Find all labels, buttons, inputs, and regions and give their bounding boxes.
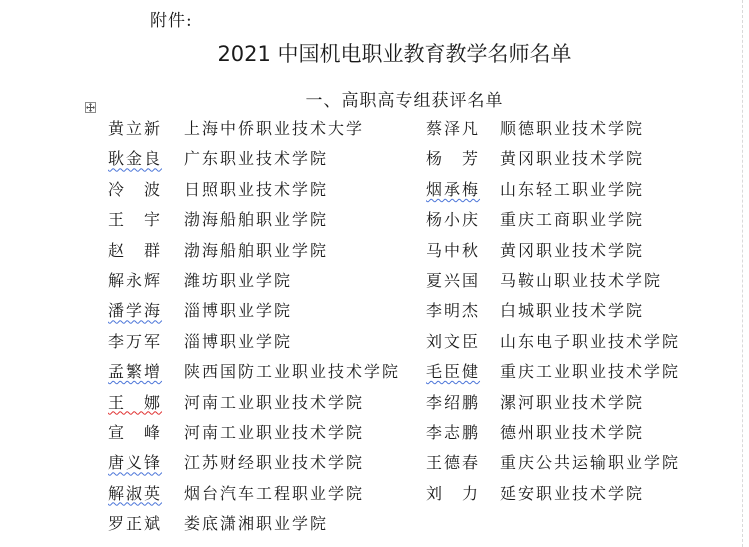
table-row bbox=[108, 450, 708, 480]
winner-name: 李明杰 bbox=[426, 301, 481, 321]
table-row bbox=[108, 268, 708, 298]
winner-name: 唐义锋 bbox=[108, 453, 163, 473]
institution-name: 山东轻工职业学院 bbox=[500, 179, 645, 199]
table-row bbox=[108, 481, 708, 511]
institution-name: 山东电子职业技术学院 bbox=[500, 331, 681, 351]
winner-name: 王 娜 bbox=[108, 392, 163, 412]
attachment-label: 附件: bbox=[150, 11, 193, 31]
institution-name: 马鞍山职业技术学院 bbox=[500, 270, 663, 290]
institution-name: 淄博职业学院 bbox=[184, 301, 293, 321]
winner-name: 耿金良 bbox=[108, 149, 163, 169]
table-row bbox=[108, 238, 708, 268]
winner-name: 王 宇 bbox=[108, 210, 163, 230]
winner-name: 罗正斌 bbox=[108, 514, 163, 534]
institution-name: 广东职业技术学院 bbox=[184, 149, 329, 169]
page-edge-marker bbox=[741, 0, 743, 547]
section-heading: 一、高职高专组获评名单 bbox=[305, 91, 504, 111]
institution-name: 重庆工商职业学院 bbox=[500, 210, 645, 230]
institution-name: 渤海船舶职业学院 bbox=[184, 240, 329, 260]
institution-name: 河南工业职业技术学院 bbox=[184, 392, 365, 412]
winner-name: 宣 峰 bbox=[108, 422, 163, 442]
table-row bbox=[108, 390, 708, 420]
winner-name: 王德春 bbox=[426, 453, 481, 473]
institution-name: 黄冈职业技术学院 bbox=[500, 149, 645, 169]
institution-name: 日照职业技术学院 bbox=[184, 179, 329, 199]
institution-name: 江苏财经职业技术学院 bbox=[184, 453, 365, 473]
winner-name: 李万军 bbox=[108, 331, 163, 351]
winner-name: 李绍鹏 bbox=[426, 392, 481, 412]
move-cross-icon bbox=[86, 103, 95, 112]
winner-name: 烟承梅 bbox=[426, 179, 481, 199]
table-row bbox=[108, 511, 708, 541]
institution-name: 黄冈职业技术学院 bbox=[500, 240, 645, 260]
institution-name: 潍坊职业学院 bbox=[184, 270, 293, 290]
institution-name: 德州职业技术学院 bbox=[500, 422, 645, 442]
winner-name: 孟繁增 bbox=[108, 362, 163, 382]
table-row bbox=[108, 359, 708, 389]
winner-name: 解永辉 bbox=[108, 270, 163, 290]
institution-name: 娄底潇湘职业学院 bbox=[184, 514, 329, 534]
table-row bbox=[108, 177, 708, 207]
winner-name: 冷 波 bbox=[108, 179, 163, 199]
winner-name: 蔡泽凡 bbox=[426, 119, 481, 138]
table-row bbox=[108, 298, 708, 328]
winner-name: 刘文臣 bbox=[426, 331, 481, 351]
institution-name: 顺德职业技术学院 bbox=[500, 119, 645, 138]
institution-name: 渤海船舶职业学院 bbox=[184, 210, 329, 230]
institution-name: 重庆公共运输职业学院 bbox=[500, 453, 681, 473]
winners-table bbox=[108, 116, 708, 541]
table-row bbox=[108, 207, 708, 237]
winner-name: 杨 芳 bbox=[426, 149, 481, 169]
institution-name: 上海中侨职业技术大学 bbox=[184, 119, 365, 138]
winner-name: 解淑英 bbox=[108, 483, 163, 503]
winner-name: 李志鹏 bbox=[426, 422, 481, 442]
table-row bbox=[108, 146, 708, 176]
table-move-handle[interactable] bbox=[85, 102, 96, 113]
institution-name: 河南工业职业技术学院 bbox=[184, 422, 365, 442]
winner-name: 潘学海 bbox=[108, 301, 163, 321]
institution-name: 烟台汽车工程职业学院 bbox=[184, 483, 365, 503]
institution-name: 陕西国防工业职业技术学院 bbox=[184, 362, 401, 382]
institution-name: 白城职业技术学院 bbox=[500, 301, 645, 321]
institution-name: 重庆工业职业技术学院 bbox=[500, 362, 681, 382]
institution-name: 淄博职业学院 bbox=[184, 331, 293, 351]
institution-name: 漯河职业技术学院 bbox=[500, 392, 645, 412]
table-row bbox=[108, 329, 708, 359]
winner-name: 黄立新 bbox=[108, 119, 163, 138]
winner-name: 刘 力 bbox=[426, 483, 481, 503]
winner-name: 夏兴国 bbox=[426, 270, 481, 290]
winner-name: 马中秋 bbox=[426, 240, 481, 260]
winner-name: 毛臣健 bbox=[426, 362, 481, 382]
table-row bbox=[108, 420, 708, 450]
winner-name: 赵 群 bbox=[108, 240, 163, 260]
institution-name: 延安职业技术学院 bbox=[500, 483, 645, 503]
table-row bbox=[108, 116, 708, 146]
document-title: 2021 中国机电职业教育教学名师名单 bbox=[217, 42, 572, 66]
winner-name: 杨小庆 bbox=[426, 210, 481, 230]
